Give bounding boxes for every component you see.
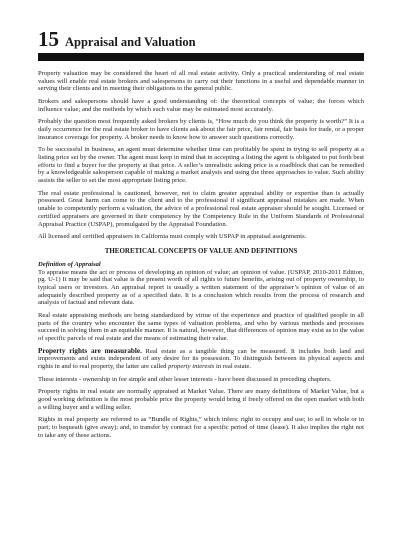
paragraph-interests: These interests - ownership in fee simple and other lesser interests - have been discussed in preceding chapters.	[38, 375, 332, 383]
section-heading: THEORETICAL CONCEPTS OF VALUE AND DEFINITIONS	[104, 246, 298, 255]
paragraph-uspap: All licensed and certified appraisers in California must comply with USPAP in appraisal assignments.	[38, 233, 307, 241]
property-rights-lead: Property rights are measurable.	[38, 346, 142, 355]
paragraph-market-value: Property rights in real estate are normally appraised at Market Value. There are many definitions of Market Value, but a good working definition is the most probable price the property would bring if freely offered on the open market with both a willing buyer and a willing seller.	[38, 388, 364, 411]
page	[38, 28, 364, 444]
property-rights-end: in real estate.	[214, 363, 251, 371]
paragraph-methods: Real estate appraising methods are being standardized by virtue of the experience and practice of qualified people in all parts of the country who encounter the same types of valuation problems, and who by various methods and processes succeed in solving them in an equitable manner. It is natural, however, that differences of opinion may exist as to the value of specific parcels of real estate and the means of estimating their value.	[38, 311, 364, 343]
definition-heading: Definition of Appraisal	[38, 260, 101, 268]
chapter-header	[38, 28, 364, 50]
paragraph-question: Probably the question most frequently asked brokers by clients is, “How much do you think the property is worth?” It is a daily occurrence for the real estate broker to have clients ask about the fair price, fair rental, fair basis for trade, or a proper insurance coverage for property. A broker needs to know how to answer such questions correctly.	[38, 118, 364, 141]
property-interests-term: property interests	[168, 363, 215, 371]
chapter-number: 15	[38, 27, 59, 51]
property-rights-text: Real estate as a tangible thing can be measured. It includes both land and improvements and exists independent of any desire for its possession. To distinguish between its physical aspects and rights in and to real property, the latter are called	[38, 347, 364, 371]
paragraph-intro: Property valuation may be considered the heart of all real estate activity. Only a practical understanding of real estate values will enable real estate brokers and salespersons to carry out their functions in a useful and dependable manner in serving their clients and in meeting their obligations to the general public.	[38, 70, 364, 93]
paragraph-brokers: Brokers and salespersons should have a good understanding of: the theoretical concepts of value; the forces which influence value; and the methods by which such value may be estimated most accurately.	[38, 98, 364, 113]
chapter-title: Appraisal and Valuation	[65, 35, 196, 49]
paragraph-property-rights	[38, 348, 364, 371]
paragraph-success: To be successful in business, an agent must determine whether time can profitably be spent in trying to sell property at a listing price set by the owner. The agent must keep in mind that in accepting a listing the agent is obligated to put forth best efforts to find a buyer for the property at that price. A seller’s unrealistic asking price is a roadblock that can be remedied by a knowledgeable salesperson capable of making a market analysis and using the three approaches to value. Such ability assists the seller to set the most appropriate listing price.	[38, 146, 364, 185]
paragraph-caution: The real estate professional is cautioned, however, not to claim greater appraisal ability or expertise than is actually possessed. Great harm can come to the client and to the professional if significant appraisal mistakes are made. When unable to competently perform a valuation, the advice of a professional real estate appraiser should be sought. Licensed or certified appraisers are governed in their competency by the Competency Rule in the Uniform Standards of Professional Appraisal Practice (USPAP), promulgated by the Appraisal Foundation.	[38, 189, 364, 228]
header-rule	[38, 53, 364, 61]
body-text	[38, 70, 364, 439]
paragraph-definition: To appraise means the act or process of developing an opinion of value; an opinion of value. (USPAP, 2010-2011 Edition, pg. U-1) It may be said that value is the present worth of all rights to future benefits, arising out of property ownership, to typical users or investors. An appraisal report is usually a written statement of the appraiser’s opinion of value of an adequately described property as of a specified date. It is a conclusion which results from the process of research and analysis of factual and relevant data.	[38, 268, 364, 307]
paragraph-bundle-of-rights: Rights in real property are referred to as “Bundle of Rights,” which infers: right to occupy and use; to sell in whole or in part; to bequeath (give away); and, to transfer by contract for a specific period of time (lease). It also implies the right not to take any of these actions.	[38, 416, 364, 439]
